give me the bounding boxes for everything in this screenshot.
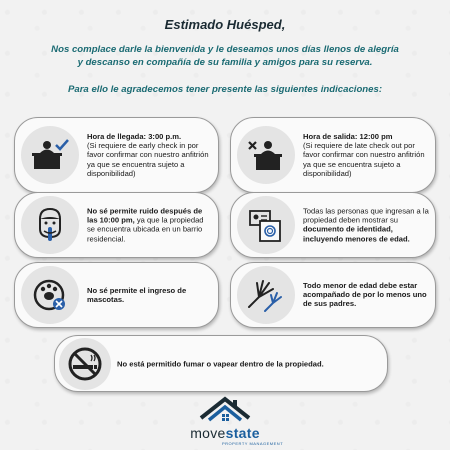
instructions-subtitle: Para ello le agradecemos tener presente las siguientes indicaciones:: [67, 84, 383, 95]
page-title: Estimado Huésped,: [164, 17, 286, 32]
reception-desk-checkin-icon: [21, 126, 79, 184]
brand-tagline: PROPERTY MANAGEMENT: [222, 441, 284, 446]
noise-bold: No sé permite ruido después de las 10:00 pm,: [87, 206, 203, 225]
minors-card: [230, 262, 436, 328]
checkout-note: (Si requiere de late check out por favor confirmar con nuestro anfitrión ya que se encuentra sujeto a disponibilidad): [303, 141, 425, 178]
brand-name-part1: move: [190, 425, 226, 441]
intro-text: [10, 43, 440, 69]
id-card: [230, 192, 436, 258]
checkin-text: [87, 132, 212, 178]
smoking-text: [117, 359, 381, 368]
checkout-card: [230, 117, 436, 193]
pets-card: [14, 262, 219, 328]
id-bold: documento de identidad, incluyendo menores de edad.: [303, 225, 410, 244]
intro-line-1: Nos complace darle la bienvenida y le deseamos unos días llenos de alegría: [51, 44, 399, 55]
minors-bold: Todo menor de edad debe estar acompañado de por lo menos uno de sus padres.: [303, 281, 427, 309]
noise-text: [87, 207, 212, 244]
noise-card: [14, 192, 219, 258]
id-text: [303, 207, 429, 244]
pets-bold: No sé permite el ingreso de mascotas.: [87, 285, 187, 304]
checkin-bold: Hora de llegada: 3:00 p.m.: [87, 131, 182, 141]
checkout-text: [303, 132, 429, 178]
reception-desk-checkout-icon: [237, 126, 295, 184]
brand-name-part2: state: [225, 425, 260, 441]
noise-note: ya que la propiedad se encuentra ubicada en un barrio residencial.: [87, 215, 204, 244]
adult-child-hands-icon: [237, 266, 295, 324]
intro-line-2: y descanso en compañía de su familia y amigos para su reserva.: [77, 57, 373, 68]
smoking-bold: No está permitido fumar o vapear dentro de la propiedad.: [117, 358, 324, 368]
quiet-face-icon: [21, 196, 79, 254]
id-document-icon: [237, 196, 295, 254]
id-note: Todas las personas que ingresan a la propiedad deben mostrar su: [303, 206, 429, 225]
brand-name: [0, 425, 450, 441]
no-smoking-icon: [59, 338, 111, 390]
smoking-card: [54, 335, 388, 392]
checkin-note: (Si requiere de early check in por favor confirmar con nuestro anfitrión ya que se encuentra sujeto a disponibilidad): [87, 141, 209, 178]
checkout-bold: Hora de salida: 12:00 pm: [303, 131, 393, 141]
minors-text: [303, 281, 429, 309]
checkin-card: [14, 117, 219, 193]
no-pets-icon: [21, 266, 79, 324]
pets-text: [87, 286, 212, 304]
